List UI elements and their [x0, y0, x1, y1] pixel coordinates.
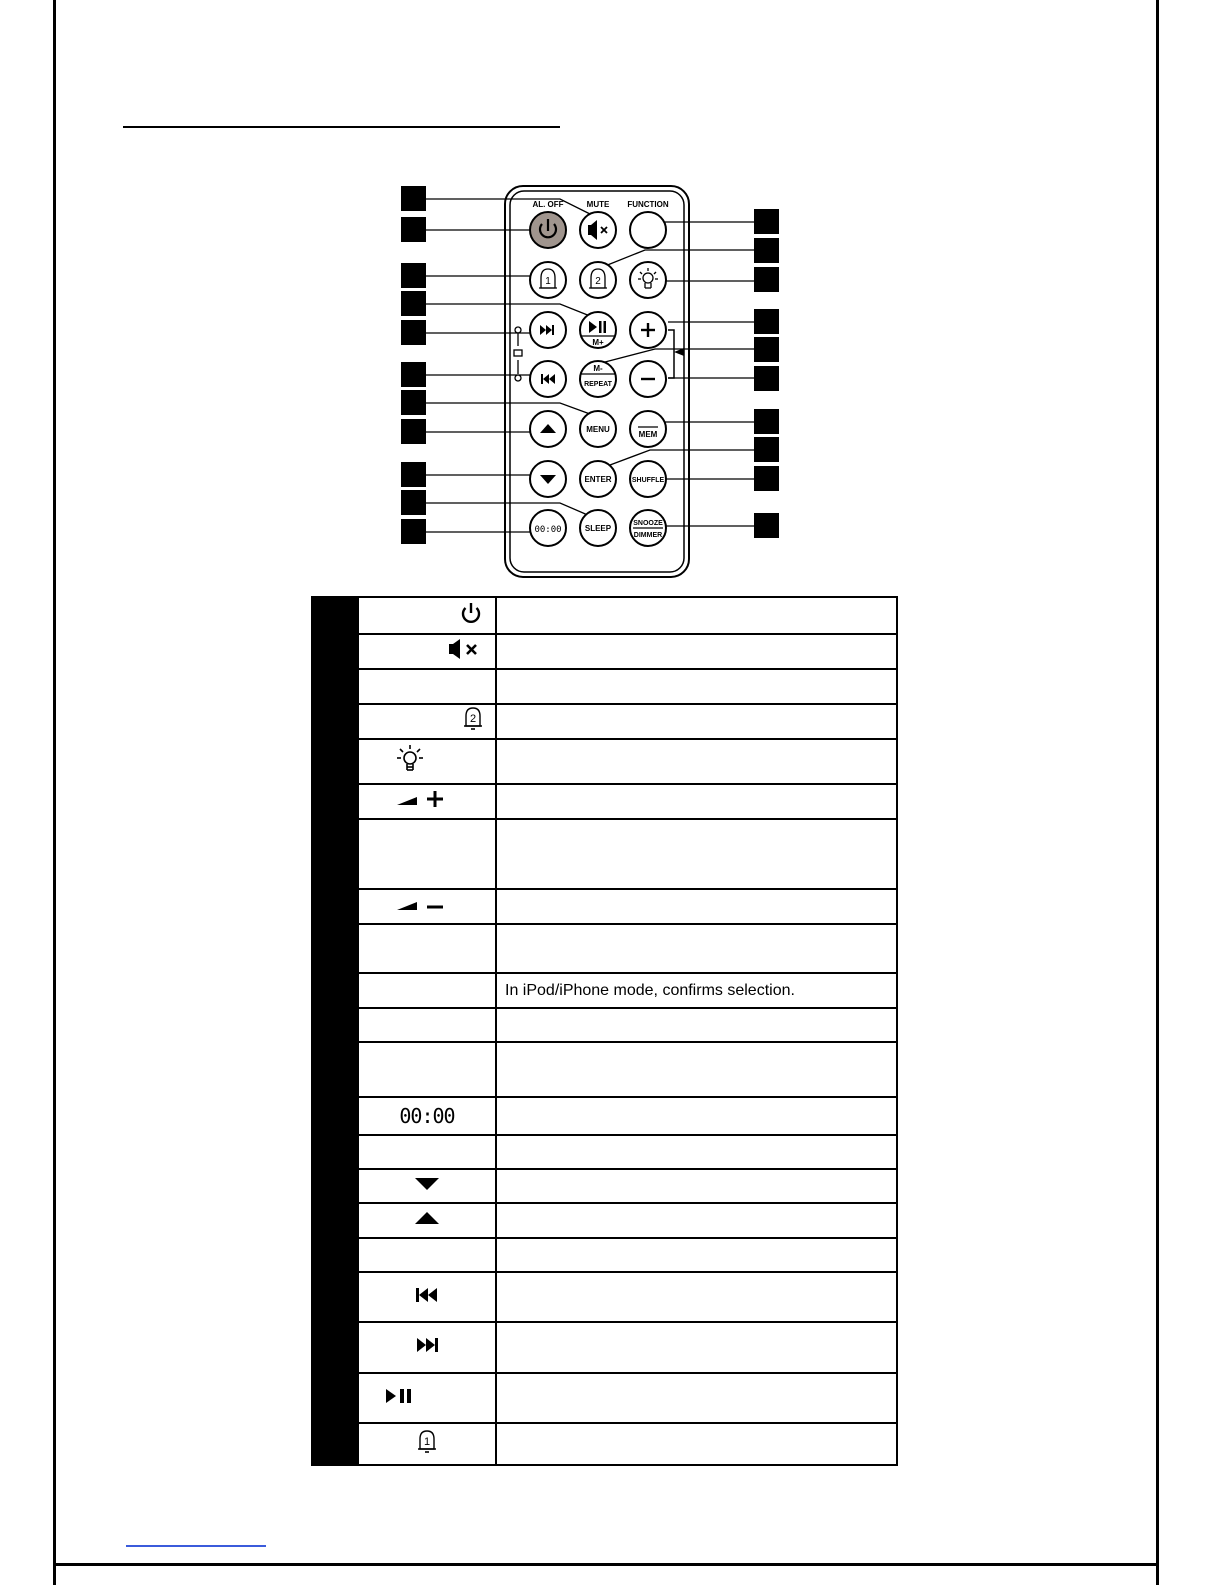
volume-down-icon	[395, 894, 447, 919]
row-description	[496, 704, 897, 739]
row-number-cell	[312, 889, 358, 924]
row-number-cell	[312, 1042, 358, 1097]
power-button[interactable]	[530, 212, 566, 248]
row-icon-cell	[358, 889, 496, 924]
row-description	[496, 1008, 897, 1042]
alarm-2-icon	[463, 706, 483, 737]
down-button[interactable]	[530, 461, 566, 497]
footer-link[interactable]	[126, 1545, 266, 1547]
row-description	[496, 1042, 897, 1097]
svg-text:SNOOZE: SNOOZE	[633, 520, 663, 527]
light-button[interactable]	[630, 262, 666, 298]
row-icon-cell	[358, 784, 496, 819]
next-track-button[interactable]	[530, 312, 566, 348]
row-description	[496, 1203, 897, 1238]
previous-track-icon	[415, 1286, 439, 1309]
row-icon-cell	[358, 1135, 496, 1169]
table-row	[312, 669, 897, 704]
row-description: In iPod/iPhone mode, confirms selection.	[496, 973, 897, 1008]
svg-text:SHUFFLE: SHUFFLE	[631, 477, 665, 484]
row-number-cell	[312, 1135, 358, 1169]
clock-button[interactable]	[530, 510, 566, 546]
row-description	[496, 819, 897, 889]
svg-text:1: 1	[545, 276, 551, 287]
function-label: FUNCTION	[627, 200, 669, 209]
row-number-cell	[312, 819, 358, 889]
svg-text:M-: M-	[593, 364, 603, 373]
down-arrow-icon	[414, 1176, 440, 1197]
up-arrow-icon	[414, 1210, 440, 1231]
table-row	[312, 1373, 897, 1423]
row-number-cell	[312, 1238, 358, 1272]
svg-text:ENTER: ENTER	[584, 475, 612, 484]
row-description	[496, 1423, 897, 1465]
table-row	[312, 739, 897, 784]
row-icon-cell	[358, 973, 496, 1008]
row-description	[496, 634, 897, 669]
shuffle-button[interactable]	[630, 461, 666, 497]
svg-text:MENU: MENU	[586, 425, 610, 434]
row-icon-cell	[358, 819, 496, 889]
row-number-cell	[312, 634, 358, 669]
row-icon-cell	[358, 1322, 496, 1373]
al-off-label: AL. OFF	[532, 200, 564, 209]
table-row	[312, 784, 897, 819]
table-row	[312, 924, 897, 973]
row-description	[496, 1373, 897, 1423]
row-description	[496, 739, 897, 784]
row-description	[496, 1097, 897, 1135]
table-row	[312, 1322, 897, 1373]
svg-text:00:00: 00:00	[534, 525, 562, 535]
callout-boxes-left	[401, 186, 426, 544]
snooze-dimmer-button[interactable]	[630, 510, 666, 546]
row-icon-cell	[358, 1169, 496, 1203]
table-row	[312, 1423, 897, 1465]
table-row	[312, 973, 897, 1008]
svg-text:1: 1	[423, 1435, 431, 1448]
mute-label: MUTE	[586, 200, 610, 209]
volume-bracket	[668, 330, 684, 378]
row-number-cell	[312, 1097, 358, 1135]
table-row	[312, 1169, 897, 1203]
alarm-1-button[interactable]	[530, 262, 566, 298]
volume-up-button[interactable]	[630, 312, 666, 348]
svg-text:REPEAT: REPEAT	[584, 381, 612, 388]
row-number-cell	[312, 1373, 358, 1423]
row-icon-cell	[358, 634, 496, 669]
row-icon-cell	[358, 1423, 496, 1465]
row-number-cell	[312, 597, 358, 634]
row-icon-cell	[358, 1042, 496, 1097]
enter-button[interactable]	[580, 461, 616, 497]
repeat-button[interactable]	[580, 361, 616, 397]
row-number-cell	[312, 669, 358, 704]
table-row	[312, 1135, 897, 1169]
row-number-cell	[312, 1272, 358, 1322]
table-row	[312, 1272, 897, 1322]
sleep-button[interactable]	[580, 510, 616, 546]
row-icon-cell	[358, 924, 496, 973]
table-row	[312, 889, 897, 924]
play-pause-button[interactable]	[580, 312, 616, 348]
table-row	[312, 1203, 897, 1238]
alarm-2-button[interactable]	[580, 262, 616, 298]
row-icon-cell	[358, 1272, 496, 1322]
row-icon-cell	[358, 597, 496, 634]
row-number-cell	[312, 1008, 358, 1042]
svg-text:DIMMER: DIMMER	[633, 532, 663, 539]
mute-icon	[447, 638, 483, 665]
row-description	[496, 784, 897, 819]
row-description	[496, 669, 897, 704]
table-row	[312, 634, 897, 669]
alarm-1-icon	[417, 1429, 437, 1460]
row-description	[496, 1238, 897, 1272]
volume-up-icon	[395, 789, 447, 814]
row-number-cell	[312, 784, 358, 819]
row-number-cell	[312, 739, 358, 784]
play-pause-icon	[385, 1387, 415, 1410]
function-button[interactable]	[630, 212, 666, 248]
remote-diagram	[0, 0, 1225, 600]
table-row	[312, 1042, 897, 1097]
menu-button[interactable]	[580, 411, 616, 447]
row-icon-cell	[358, 1203, 496, 1238]
table-row	[312, 597, 897, 634]
row-number-cell	[312, 1322, 358, 1373]
table-row	[312, 819, 897, 889]
row-description	[496, 1169, 897, 1203]
table-row	[312, 1008, 897, 1042]
row-description	[496, 1135, 897, 1169]
table-row	[312, 1238, 897, 1272]
clock-icon: 00:00	[399, 1104, 455, 1128]
table-row	[312, 704, 897, 739]
row-icon-cell	[358, 1373, 496, 1423]
page-frame-bottom	[53, 1563, 1159, 1566]
row-number-cell	[312, 1169, 358, 1203]
row-description	[496, 889, 897, 924]
row-description	[496, 1322, 897, 1373]
svg-text:2: 2	[469, 713, 477, 725]
row-icon-cell	[358, 739, 496, 784]
row-description	[496, 1272, 897, 1322]
up-button[interactable]	[530, 411, 566, 447]
table-row	[312, 1097, 897, 1135]
row-icon-cell	[358, 1008, 496, 1042]
tuning-marks	[514, 327, 522, 381]
volume-down-button[interactable]	[630, 361, 666, 397]
row-icon-cell	[358, 1097, 496, 1135]
row-number-cell	[312, 1203, 358, 1238]
svg-text:2: 2	[595, 276, 601, 287]
bulb-icon	[395, 743, 425, 780]
row-number-cell	[312, 704, 358, 739]
callout-boxes-right	[754, 209, 779, 538]
row-description	[496, 924, 897, 973]
row-icon-cell	[358, 1238, 496, 1272]
svg-text:MEM: MEM	[638, 430, 658, 439]
svg-text:SLEEP: SLEEP	[584, 524, 612, 533]
mute-button[interactable]	[580, 212, 616, 248]
row-number-cell	[312, 924, 358, 973]
previous-track-button[interactable]	[530, 361, 566, 397]
row-number-cell	[312, 973, 358, 1008]
power-icon	[459, 601, 483, 630]
row-icon-cell	[358, 704, 496, 739]
row-icon-cell	[358, 669, 496, 704]
row-number-cell	[312, 1423, 358, 1465]
next-track-icon	[415, 1336, 439, 1359]
svg-text:M+: M+	[592, 338, 604, 347]
mem-button[interactable]	[630, 411, 666, 447]
row-description	[496, 597, 897, 634]
button-function-table	[311, 596, 898, 1466]
